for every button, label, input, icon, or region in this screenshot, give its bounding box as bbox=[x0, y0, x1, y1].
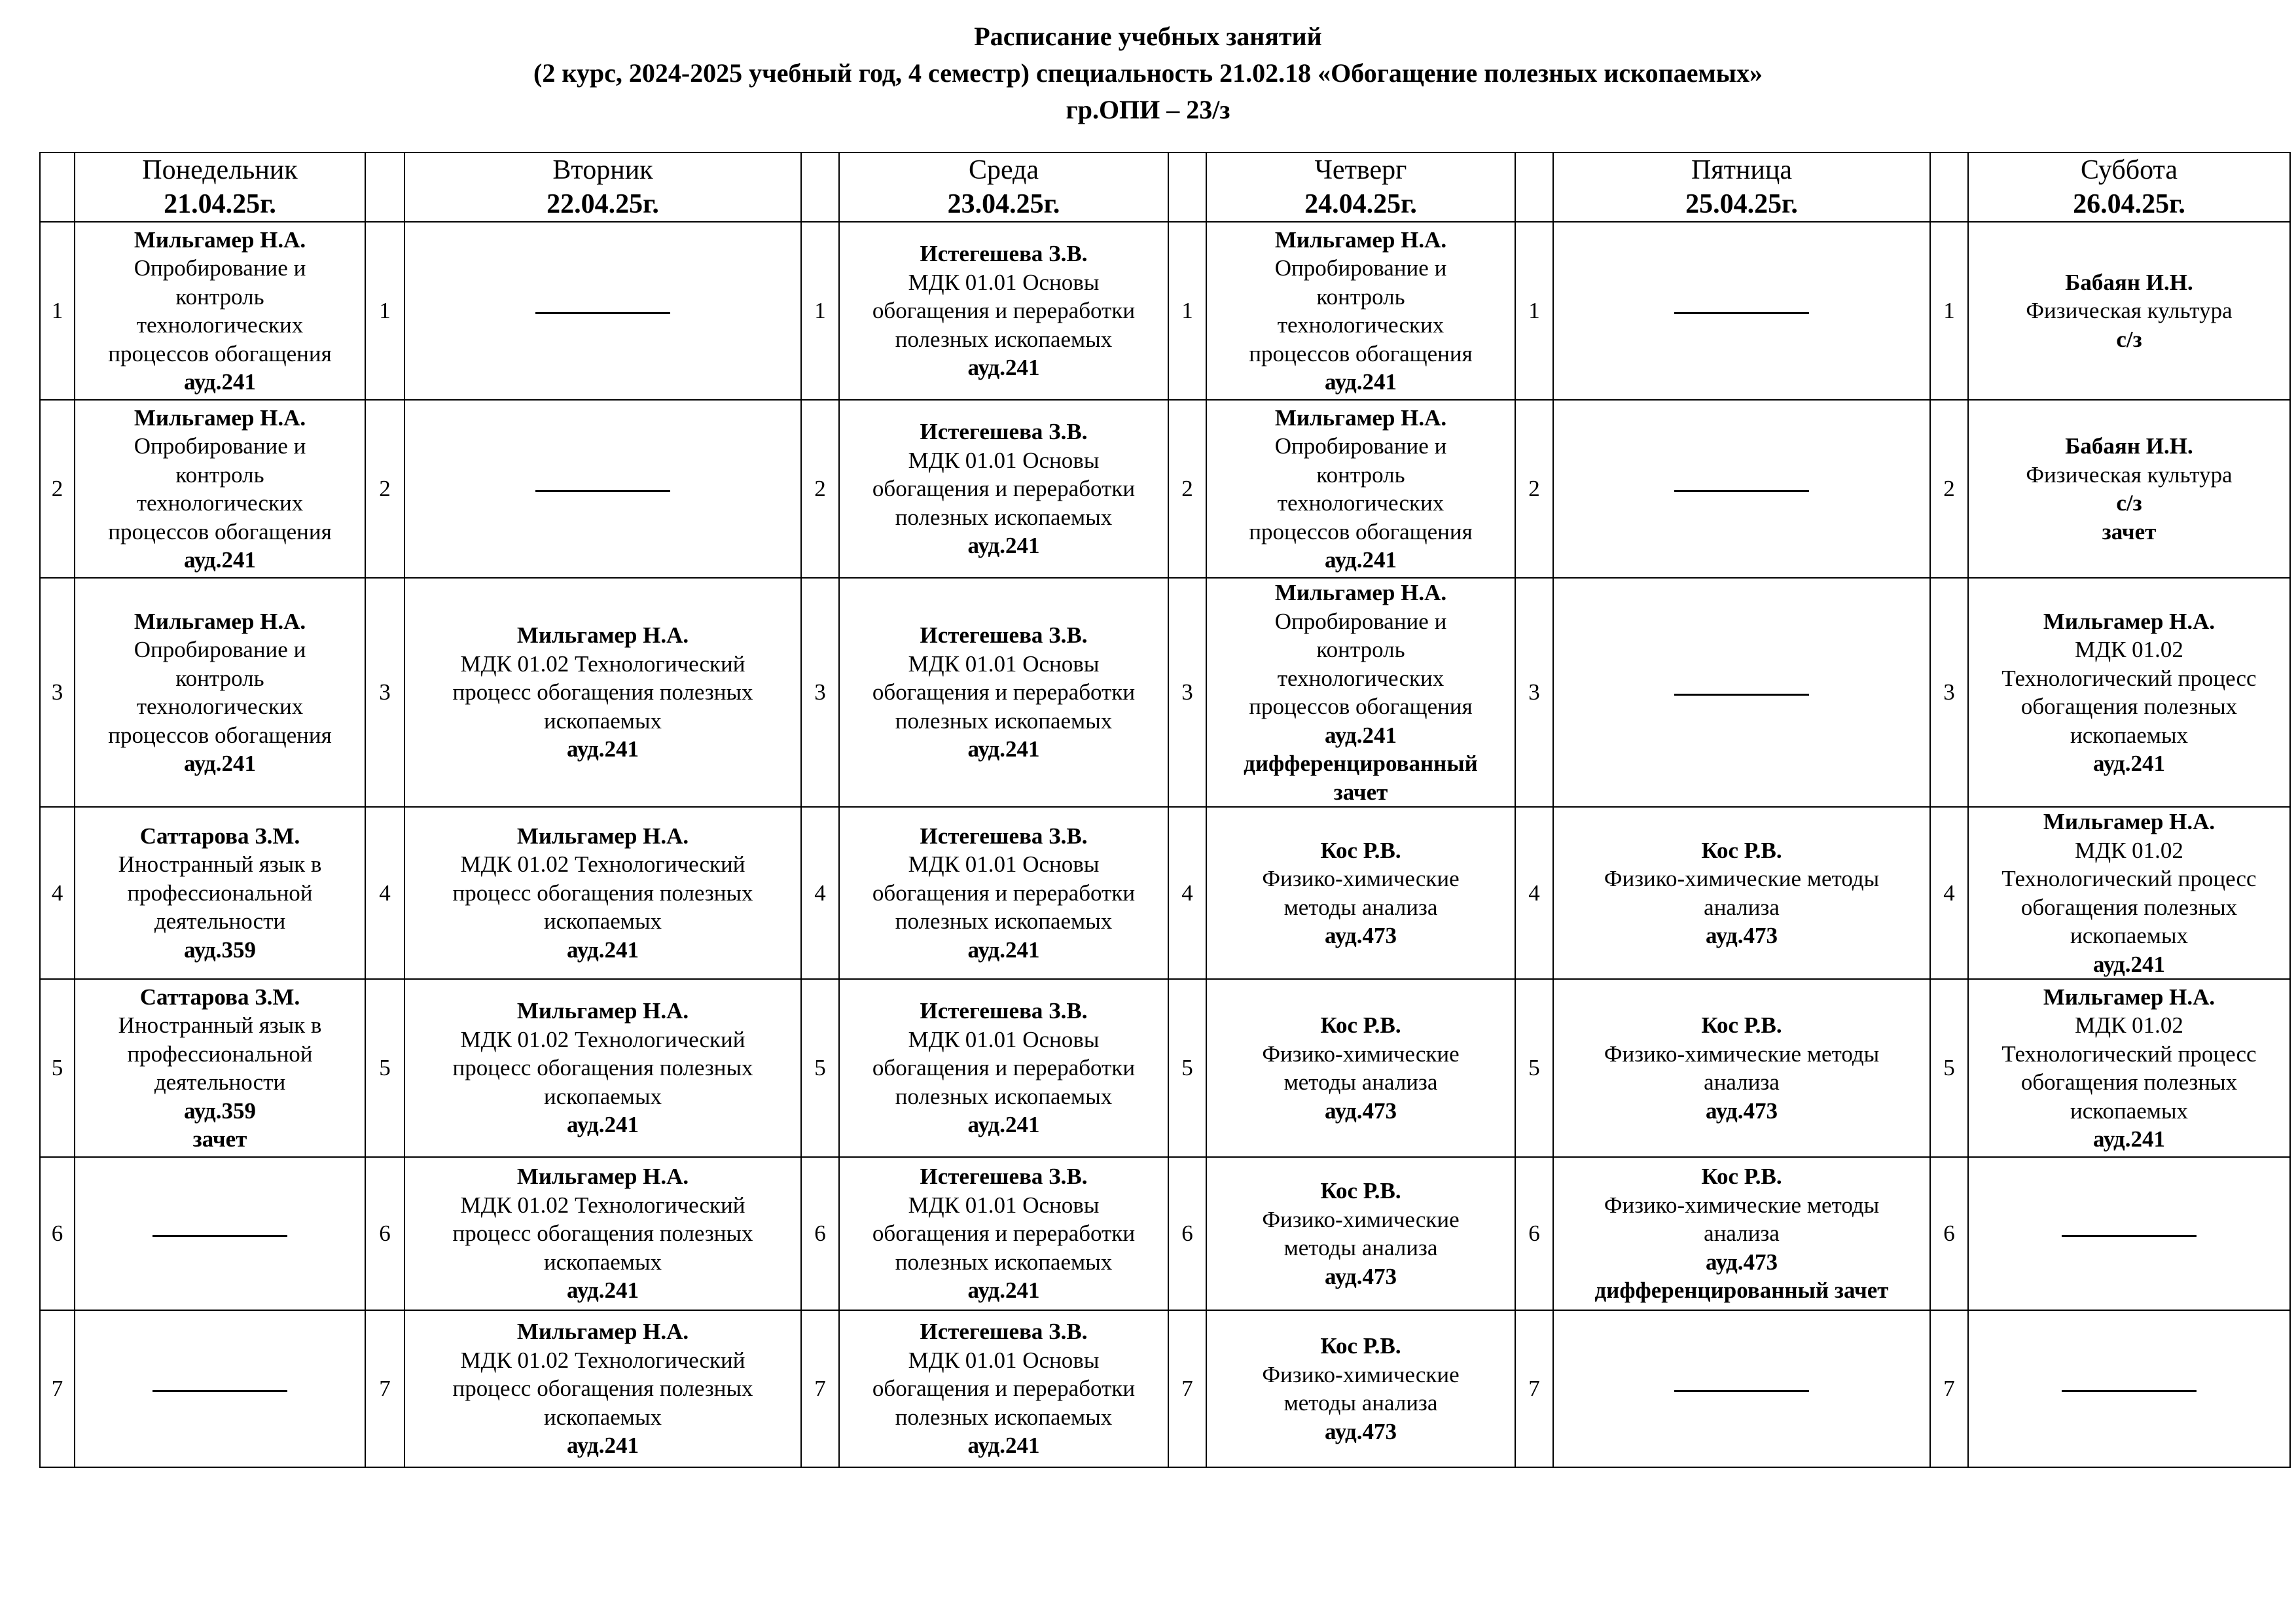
table-row bbox=[40, 578, 2290, 807]
lesson-cell bbox=[1968, 1157, 2290, 1310]
teacher-name: Мильгамер Н.А. bbox=[1274, 580, 1447, 605]
teacher-name: Истегешева З.В. bbox=[920, 1319, 1088, 1345]
subject-line: Физико-химические bbox=[1262, 1361, 1460, 1387]
teacher-name: Истегешева З.В. bbox=[920, 622, 1088, 649]
room: ауд.241 bbox=[967, 533, 1040, 559]
lesson-cell bbox=[1553, 979, 1930, 1157]
subject-line: Иностранный язык в bbox=[118, 1012, 322, 1038]
day-header-row bbox=[40, 152, 2290, 222]
subject-line: Физико-химические bbox=[1262, 1041, 1460, 1067]
lesson-cell bbox=[839, 578, 1168, 807]
subject-line: процессов обогащения bbox=[108, 340, 332, 366]
teacher-name: Мильгамер Н.А. bbox=[516, 998, 689, 1024]
subject-line: профессиональной bbox=[127, 880, 313, 906]
room: ауд.241 bbox=[967, 355, 1040, 381]
schedule-title: Расписание учебных занятий bbox=[974, 22, 1322, 51]
pair-number: 4 bbox=[1515, 807, 1553, 979]
pair-number: 1 bbox=[1515, 222, 1553, 400]
teacher-name: Кос Р.В. bbox=[1701, 1164, 1782, 1190]
subject-line: Физико-химические методы bbox=[1604, 866, 1880, 891]
pair-number: 4 bbox=[40, 807, 75, 979]
group-name: гр.ОПИ – 23/з bbox=[1066, 95, 1230, 124]
subject-line: Технологический процесс bbox=[2001, 866, 2257, 891]
subject-line: контроль bbox=[1316, 637, 1405, 662]
lesson-cell bbox=[75, 222, 365, 400]
room: ауд.241 bbox=[567, 736, 639, 762]
room: ауд.473 bbox=[1706, 923, 1778, 948]
lesson-cell bbox=[404, 807, 801, 979]
day-name: Суббота bbox=[2080, 155, 2178, 185]
no-lesson-dash bbox=[1674, 1390, 1809, 1392]
room: ауд.473 bbox=[1325, 1097, 1397, 1124]
subject-line: деятельности bbox=[154, 908, 286, 935]
pair-number: 6 bbox=[40, 1157, 75, 1310]
pair-number: 3 bbox=[365, 578, 404, 807]
teacher-name: Кос Р.В. bbox=[1320, 837, 1401, 863]
room: ауд.241 bbox=[567, 1433, 639, 1459]
subject-line: Физико-химические bbox=[1262, 866, 1460, 891]
teacher-name: Кос Р.В. bbox=[1320, 1333, 1401, 1359]
pair-number: 4 bbox=[1930, 807, 1968, 979]
room: ауд.241 bbox=[184, 369, 256, 395]
teacher-name: Мильгамер Н.А. bbox=[516, 622, 689, 649]
lesson-cell bbox=[404, 1310, 801, 1467]
pair-number: 5 bbox=[40, 979, 75, 1157]
subject-line: ископаемых bbox=[544, 908, 662, 935]
room: с/з bbox=[2116, 326, 2142, 352]
pair-number-header bbox=[1168, 152, 1206, 222]
teacher-name: Истегешева З.В. bbox=[920, 1164, 1088, 1190]
room: ауд.359 bbox=[184, 1097, 256, 1124]
pair-number: 3 bbox=[801, 578, 839, 807]
subject-line: анализа bbox=[1704, 1069, 1780, 1095]
room: ауд.473 bbox=[1325, 1263, 1397, 1289]
subject-line: ископаемых bbox=[2070, 923, 2188, 948]
teacher-name: Мильгамер Н.А. bbox=[134, 608, 306, 634]
teacher-name: Саттарова З.М. bbox=[139, 984, 300, 1010]
subject-line: методы анализа bbox=[1283, 1390, 1438, 1416]
lesson-cell bbox=[839, 400, 1168, 578]
pair-number-header bbox=[1515, 152, 1553, 222]
teacher-name: Бабаян И.Н. bbox=[2065, 433, 2193, 459]
subject-line: ископаемых bbox=[544, 1404, 662, 1430]
teacher-name: Истегешева З.В. bbox=[920, 823, 1088, 849]
lesson-cell bbox=[1206, 222, 1515, 400]
day-name: Среда bbox=[968, 155, 1039, 185]
teacher-name: Мильгамер Н.А. bbox=[516, 823, 689, 849]
table-row bbox=[40, 979, 2290, 1157]
subject-line: Опробирование и bbox=[134, 255, 306, 281]
pair-number: 6 bbox=[1930, 1157, 1968, 1310]
no-lesson-dash bbox=[152, 1390, 287, 1392]
pair-number: 6 bbox=[365, 1157, 404, 1310]
teacher-name: Кос Р.В. bbox=[1320, 1012, 1401, 1038]
subject-line: Опробирование и bbox=[134, 637, 306, 662]
subject-line: процессов обогащения bbox=[108, 722, 332, 748]
pair-number: 2 bbox=[1930, 400, 1968, 578]
subject-line: полезных ископаемых bbox=[895, 326, 1113, 352]
pair-number: 5 bbox=[365, 979, 404, 1157]
no-lesson-dash bbox=[1674, 490, 1809, 492]
exam-note: дифференцированный зачет bbox=[1594, 1277, 1889, 1304]
teacher-name: Мильгамер Н.А. bbox=[1274, 226, 1447, 253]
pair-number: 5 bbox=[1515, 979, 1553, 1157]
subject-line: Физико-химические методы bbox=[1604, 1192, 1880, 1218]
pair-number: 7 bbox=[1515, 1310, 1553, 1467]
subject-line: технологических bbox=[1277, 490, 1444, 516]
pair-number: 5 bbox=[1930, 979, 1968, 1157]
room: ауд.241 bbox=[967, 1277, 1040, 1304]
teacher-name: Истегешева З.В. bbox=[920, 241, 1088, 267]
lesson-cell bbox=[1553, 807, 1930, 979]
teacher-name: Мильгамер Н.А. bbox=[134, 226, 306, 253]
lesson-cell bbox=[1553, 1310, 1930, 1467]
subject-line: обогащения и переработки bbox=[872, 298, 1136, 324]
subject-line: ископаемых bbox=[2070, 1097, 2188, 1124]
teacher-name: Мильгамер Н.А. bbox=[2043, 809, 2215, 834]
pair-number: 3 bbox=[40, 578, 75, 807]
teacher-name: Кос Р.В. bbox=[1320, 1178, 1401, 1204]
room: ауд.241 bbox=[967, 1112, 1040, 1138]
subject-line: МДК 01.02 bbox=[2075, 637, 2183, 662]
lesson-cell bbox=[1553, 578, 1930, 807]
subject-line: МДК 01.02 Технологический bbox=[460, 651, 745, 677]
pair-number: 7 bbox=[1930, 1310, 1968, 1467]
lesson-cell bbox=[404, 979, 801, 1157]
subject-line: Опробирование и bbox=[1274, 433, 1447, 459]
room: ауд.473 bbox=[1325, 1418, 1397, 1444]
subject-line: технологических bbox=[1277, 312, 1444, 338]
lesson-cell bbox=[839, 222, 1168, 400]
subject-line: обогащения и переработки bbox=[872, 476, 1136, 502]
day-header bbox=[404, 152, 801, 222]
room: ауд.241 bbox=[1325, 722, 1397, 748]
subject-line: Технологический процесс bbox=[2001, 1041, 2257, 1067]
pair-number: 2 bbox=[365, 400, 404, 578]
day-date: 25.04.25г. bbox=[1685, 189, 1798, 219]
pair-number: 1 bbox=[1930, 222, 1968, 400]
exam-note: дифференцированный bbox=[1244, 751, 1478, 776]
table-row bbox=[40, 222, 2290, 400]
table-row bbox=[40, 807, 2290, 979]
subject-line: МДК 01.01 Основы bbox=[908, 269, 1100, 295]
day-header bbox=[1968, 152, 2290, 222]
no-lesson-dash bbox=[152, 1235, 287, 1237]
pair-number: 3 bbox=[1168, 578, 1206, 807]
subject-line: технологических bbox=[136, 490, 304, 516]
room: ауд.241 bbox=[1325, 369, 1397, 395]
day-header bbox=[839, 152, 1168, 222]
subject-line: обогащения и переработки bbox=[872, 1221, 1136, 1247]
subject-line: процессов обогащения bbox=[1249, 518, 1473, 544]
subject-line: МДК 01.01 Основы bbox=[908, 651, 1100, 677]
subject-line: процессов обогащения bbox=[108, 518, 332, 544]
lesson-cell bbox=[75, 979, 365, 1157]
subject-line: МДК 01.01 Основы bbox=[908, 1192, 1100, 1218]
pair-number: 2 bbox=[40, 400, 75, 578]
subject-line: МДК 01.01 Основы bbox=[908, 851, 1100, 878]
subject-line: МДК 01.02 bbox=[2075, 1012, 2183, 1038]
lesson-cell bbox=[75, 400, 365, 578]
pair-number: 7 bbox=[1168, 1310, 1206, 1467]
subject-line: МДК 01.02 bbox=[2075, 837, 2183, 863]
lesson-cell bbox=[404, 1157, 801, 1310]
pair-number: 5 bbox=[1168, 979, 1206, 1157]
teacher-name: Мильгамер Н.А. bbox=[134, 404, 306, 431]
day-name: Четверг bbox=[1314, 155, 1407, 185]
subject-line: обогащения и переработки bbox=[872, 880, 1136, 906]
subject-line: анализа bbox=[1704, 1221, 1780, 1247]
room: ауд.241 bbox=[967, 1433, 1040, 1459]
subject-line: обогащения и переработки bbox=[872, 1376, 1136, 1402]
room: ауд.241 bbox=[2093, 1126, 2165, 1152]
lesson-cell bbox=[404, 400, 801, 578]
pair-number-header bbox=[365, 152, 404, 222]
subject-line: технологических bbox=[136, 312, 304, 338]
subject-line: процесс обогащения полезных bbox=[452, 880, 753, 906]
schedule-body bbox=[40, 222, 2290, 1467]
lesson-cell bbox=[75, 578, 365, 807]
room: ауд.241 bbox=[567, 1112, 639, 1138]
no-lesson-dash bbox=[2062, 1390, 2197, 1392]
teacher-name: Мильгамер Н.А. bbox=[1274, 404, 1447, 431]
room: ауд.241 bbox=[567, 1277, 639, 1304]
day-date: 23.04.25г. bbox=[947, 189, 1060, 219]
subject-line: полезных ископаемых bbox=[895, 707, 1113, 734]
day-header bbox=[1206, 152, 1515, 222]
room: ауд.241 bbox=[967, 936, 1040, 963]
room: ауд.241 bbox=[2093, 751, 2165, 776]
lesson-cell bbox=[1968, 400, 2290, 578]
subject-line: контроль bbox=[175, 283, 264, 310]
subject-line: методы анализа bbox=[1283, 1069, 1438, 1095]
subject-line: Физическая культура bbox=[2026, 298, 2233, 324]
table-row bbox=[40, 400, 2290, 578]
subject-line: МДК 01.01 Основы bbox=[908, 1347, 1100, 1373]
schedule-subtitle: (2 курс, 2024-2025 учебный год, 4 семестр) специальность 21.02.18 «Обогащение полезных ископаемых» bbox=[533, 58, 1763, 88]
subject-line: технологических bbox=[1277, 665, 1444, 691]
lesson-cell bbox=[1553, 400, 1930, 578]
subject-line: полезных ископаемых bbox=[895, 1249, 1113, 1275]
lesson-cell bbox=[75, 1310, 365, 1467]
subject-line: методы анализа bbox=[1283, 1235, 1438, 1260]
lesson-cell bbox=[1206, 1157, 1515, 1310]
room: ауд.241 bbox=[967, 736, 1040, 762]
day-header bbox=[1553, 152, 1930, 222]
subject-line: полезных ископаемых bbox=[895, 504, 1113, 530]
pair-number: 6 bbox=[1168, 1157, 1206, 1310]
pair-number: 6 bbox=[801, 1157, 839, 1310]
subject-line: МДК 01.02 Технологический bbox=[460, 1192, 745, 1218]
subject-line: Иностранный язык в bbox=[118, 851, 322, 878]
pair-number-header bbox=[801, 152, 839, 222]
subject-line: МДК 01.02 Технологический bbox=[460, 851, 745, 878]
room: ауд.473 bbox=[1706, 1097, 1778, 1124]
subject-line: процесс обогащения полезных bbox=[452, 679, 753, 705]
lesson-cell bbox=[1206, 400, 1515, 578]
subject-line: Физико-химические bbox=[1262, 1206, 1460, 1232]
lesson-cell bbox=[1968, 979, 2290, 1157]
pair-number: 6 bbox=[1515, 1157, 1553, 1310]
no-lesson-dash bbox=[2062, 1235, 2197, 1237]
lesson-cell bbox=[1968, 222, 2290, 400]
lesson-cell bbox=[1968, 807, 2290, 979]
subject-line: обогащения и переработки bbox=[872, 679, 1136, 705]
subject-line: Физико-химические методы bbox=[1604, 1041, 1880, 1067]
lesson-cell bbox=[839, 979, 1168, 1157]
subject-line: процесс обогащения полезных bbox=[452, 1376, 753, 1402]
day-date: 26.04.25г. bbox=[2073, 189, 2185, 219]
pair-number: 1 bbox=[365, 222, 404, 400]
room: ауд.241 bbox=[184, 751, 256, 776]
pair-number: 4 bbox=[365, 807, 404, 979]
pair-number: 1 bbox=[801, 222, 839, 400]
subject-line: контроль bbox=[1316, 461, 1405, 488]
day-date: 22.04.25г. bbox=[547, 189, 659, 219]
subject-line: МДК 01.02 Технологический bbox=[460, 1026, 745, 1052]
teacher-name: Кос Р.В. bbox=[1701, 1012, 1782, 1038]
pair-number: 7 bbox=[40, 1310, 75, 1467]
day-date: 21.04.25г. bbox=[164, 189, 276, 219]
lesson-cell bbox=[1968, 578, 2290, 807]
subject-line: ископаемых bbox=[544, 707, 662, 734]
pair-number: 5 bbox=[801, 979, 839, 1157]
pair-number: 2 bbox=[801, 400, 839, 578]
teacher-name: Истегешева З.В. bbox=[920, 419, 1088, 445]
room: с/з bbox=[2116, 490, 2142, 516]
subject-line: профессиональной bbox=[127, 1041, 313, 1067]
pair-number: 3 bbox=[1930, 578, 1968, 807]
subject-line: МДК 01.01 Основы bbox=[908, 447, 1100, 473]
subject-line: контроль bbox=[1316, 283, 1405, 310]
lesson-cell bbox=[1206, 578, 1515, 807]
table-row bbox=[40, 1157, 2290, 1310]
subject-line: Опробирование и bbox=[134, 433, 306, 459]
teacher-name: Мильгамер Н.А. bbox=[2043, 984, 2215, 1010]
lesson-cell bbox=[75, 807, 365, 979]
subject-line: анализа bbox=[1704, 894, 1780, 920]
subject-line: МДК 01.02 Технологический bbox=[460, 1347, 745, 1373]
subject-line: обогащения полезных bbox=[2020, 694, 2238, 719]
subject-line: методы анализа bbox=[1283, 894, 1438, 920]
subject-line: Технологический процесс bbox=[2001, 665, 2257, 691]
schedule-header bbox=[0, 18, 2296, 128]
subject-line: обогащения и переработки bbox=[872, 1055, 1136, 1081]
pair-number: 2 bbox=[1515, 400, 1553, 578]
pair-number-header bbox=[40, 152, 75, 222]
no-lesson-dash bbox=[535, 490, 670, 492]
teacher-name: Саттарова З.М. bbox=[139, 823, 300, 849]
teacher-name: Кос Р.В. bbox=[1701, 837, 1782, 863]
lesson-cell bbox=[404, 578, 801, 807]
room: ауд.359 bbox=[184, 936, 256, 963]
subject-line: обогащения полезных bbox=[2020, 1069, 2238, 1095]
lesson-cell bbox=[1553, 1157, 1930, 1310]
subject-line: полезных ископаемых bbox=[895, 1083, 1113, 1109]
teacher-name: Мильгамер Н.А. bbox=[2043, 608, 2215, 634]
subject-line: процесс обогащения полезных bbox=[452, 1055, 753, 1081]
teacher-name: Мильгамер Н.А. bbox=[516, 1319, 689, 1345]
pair-number: 3 bbox=[1515, 578, 1553, 807]
table-row bbox=[40, 1310, 2290, 1467]
subject-line: полезных ископаемых bbox=[895, 908, 1113, 935]
subject-line: ископаемых bbox=[544, 1249, 662, 1275]
room: ауд.241 bbox=[2093, 951, 2165, 977]
lesson-cell bbox=[839, 1310, 1168, 1467]
lesson-cell bbox=[1206, 807, 1515, 979]
subject-line: Опробирование и bbox=[1274, 608, 1447, 634]
pair-number: 7 bbox=[365, 1310, 404, 1467]
subject-line: технологических bbox=[136, 694, 304, 719]
room: ауд.473 bbox=[1706, 1249, 1778, 1275]
teacher-name: Истегешева З.В. bbox=[920, 998, 1088, 1024]
subject-line: полезных ископаемых bbox=[895, 1404, 1113, 1430]
day-name: Пятница bbox=[1691, 155, 1793, 185]
lesson-cell bbox=[1206, 979, 1515, 1157]
room: ауд.241 bbox=[1325, 547, 1397, 573]
room: ауд.241 bbox=[184, 547, 256, 573]
lesson-cell bbox=[404, 222, 801, 400]
day-header bbox=[75, 152, 365, 222]
day-name: Вторник bbox=[552, 155, 653, 185]
pair-number: 1 bbox=[1168, 222, 1206, 400]
subject-line: контроль bbox=[175, 461, 264, 488]
no-lesson-dash bbox=[1674, 312, 1809, 314]
subject-line: процессов обогащения bbox=[1249, 694, 1473, 719]
pair-number: 4 bbox=[1168, 807, 1206, 979]
teacher-name: Бабаян И.Н. bbox=[2065, 269, 2193, 295]
lesson-cell bbox=[839, 1157, 1168, 1310]
no-lesson-dash bbox=[1674, 694, 1809, 696]
subject-line: Опробирование и bbox=[1274, 255, 1447, 281]
exam-note: зачет bbox=[1333, 779, 1388, 805]
schedule-table bbox=[39, 152, 2291, 1468]
subject-line: ископаемых bbox=[544, 1083, 662, 1109]
subject-line: деятельности bbox=[154, 1069, 286, 1095]
pair-number: 7 bbox=[801, 1310, 839, 1467]
room: ауд.241 bbox=[567, 936, 639, 963]
lesson-cell bbox=[1553, 222, 1930, 400]
subject-line: Физическая культура bbox=[2026, 461, 2233, 488]
subject-line: процесс обогащения полезных bbox=[452, 1221, 753, 1247]
subject-line: обогащения полезных bbox=[2020, 894, 2238, 920]
pair-number: 2 bbox=[1168, 400, 1206, 578]
lesson-cell bbox=[1968, 1310, 2290, 1467]
lesson-cell bbox=[1206, 1310, 1515, 1467]
day-name: Понедельник bbox=[142, 155, 298, 185]
exam-note: зачет bbox=[192, 1126, 247, 1152]
subject-line: ископаемых bbox=[2070, 722, 2188, 748]
lesson-cell bbox=[75, 1157, 365, 1310]
pair-number-header bbox=[1930, 152, 1968, 222]
exam-note: зачет bbox=[2102, 518, 2157, 544]
subject-line: процессов обогащения bbox=[1249, 340, 1473, 366]
day-date: 24.04.25г. bbox=[1304, 189, 1417, 219]
teacher-name: Мильгамер Н.А. bbox=[516, 1164, 689, 1190]
pair-number: 1 bbox=[40, 222, 75, 400]
subject-line: МДК 01.01 Основы bbox=[908, 1026, 1100, 1052]
subject-line: контроль bbox=[175, 665, 264, 691]
no-lesson-dash bbox=[535, 312, 670, 314]
pair-number: 4 bbox=[801, 807, 839, 979]
room: ауд.473 bbox=[1325, 923, 1397, 948]
lesson-cell bbox=[839, 807, 1168, 979]
